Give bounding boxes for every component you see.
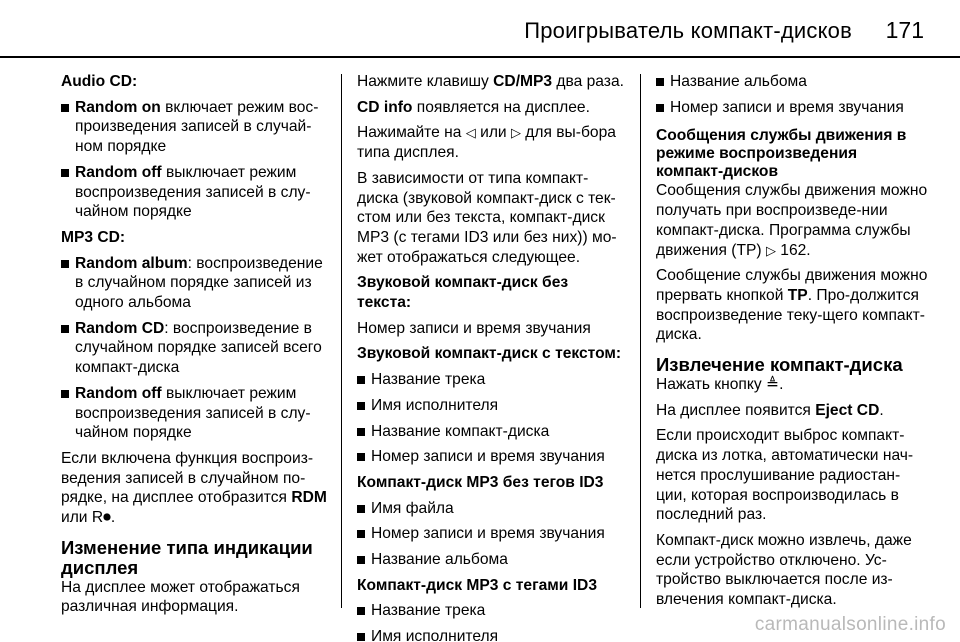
subheading: Компакт-диск MP3 без тегов ID3	[357, 473, 604, 491]
bullet-square-icon	[357, 530, 365, 538]
traffic-text: Сообщения службы движения можно получать при воспроизведе-нии компакт-диска. Программа службы движения (TP) ▷ 162.	[656, 182, 928, 259]
bullet-square-icon	[61, 325, 69, 333]
list-item: Имя файла	[357, 499, 625, 519]
list-item: Random off выключает режим воспроизведения записей в слу-чайном порядке	[61, 384, 329, 443]
list-item: Номер записи и время звучания	[656, 98, 928, 118]
column-1	[61, 72, 329, 623]
list-item: Название компакт-диска	[357, 422, 625, 442]
list-item: Название трека	[357, 370, 625, 390]
page-reference-icon: ▷	[765, 242, 776, 258]
list-item: Random off выключает режим воспроизведения записей в слу-чайном порядке	[61, 163, 329, 222]
section-heading-eject: Извлечение компакт-диска	[656, 354, 903, 376]
cdinfo-text: CD info появляется на дисплее.	[357, 98, 590, 116]
nav-instruction: Нажимайте на ◁ или ▷ для вы-бора типа дисплея.	[357, 124, 616, 162]
list-item: Номер записи и время звучания	[357, 447, 625, 467]
interrupt-text: Сообщение службы движения можно прервать кнопкой TP. Про-должится воспроизведение теку-щего компакт-диска.	[656, 267, 928, 344]
bullet-square-icon	[357, 505, 365, 513]
list-item: Random on включает режим вос-произведения записей в случай-ном порядке	[61, 98, 329, 157]
watermark: carmanualsonline.info	[754, 614, 946, 635]
eject-icon: ≜	[765, 376, 780, 394]
section-heading-display: Изменение типа индикации дисплея	[61, 536, 313, 578]
page-title: Проигрыватель компакт-дисков	[524, 18, 852, 43]
bullet-square-icon	[357, 453, 365, 461]
list-item: Название альбома	[357, 550, 625, 570]
random-note: Если включена функция воспроиз-ведения записей в случайном по-рядке, на дисплее отобразится RDM или R⏺.	[61, 449, 327, 527]
audio-cd-label: Audio CD:	[61, 73, 138, 90]
subheading: Компакт-диск MP3 с тегами ID3	[357, 576, 597, 594]
bullet-square-icon	[61, 390, 69, 398]
press-instruction: Нажмите клавишу CD/MP3 два раза.	[357, 73, 624, 90]
list-item: Имя исполнителя	[357, 627, 625, 642]
column-divider	[640, 74, 641, 608]
mp3-cd-label: MP3 CD:	[61, 228, 126, 246]
eject-off-text: Компакт-диск можно извлечь, даже если устройство отключено. Ус-тройство выключается после из-влечения компакт-диска.	[656, 531, 912, 609]
column-2	[357, 72, 625, 642]
subheading: Звуковой компакт-диск с текстом:	[357, 345, 622, 363]
eject-display: На дисплее появится Eject CD.	[656, 401, 884, 419]
bullet-square-icon	[357, 607, 365, 615]
sub1-text: Номер записи и время звучания	[357, 319, 591, 337]
bullet-square-icon	[61, 260, 69, 268]
bullet-square-icon	[61, 104, 69, 112]
page-number: 171	[885, 17, 924, 43]
arrow-left-icon: ◁	[465, 125, 476, 141]
list-item: Название трека	[357, 601, 625, 621]
bullet-square-icon	[656, 78, 664, 86]
bullet-square-icon	[357, 428, 365, 436]
section-heading-traffic: Сообщения службы движения в режиме воспроизведения компакт-дисков	[656, 127, 907, 181]
list-item: Random album: воспроизведение в случайном порядке записей из одного альбома	[61, 254, 329, 313]
list-item: Имя исполнителя	[357, 396, 625, 416]
bullet-square-icon	[357, 402, 365, 410]
column-divider	[341, 74, 342, 608]
bullet-square-icon	[61, 169, 69, 177]
bullet-square-icon	[357, 376, 365, 384]
header-rule	[0, 56, 960, 58]
eject-radio-text: Если происходит выброс компакт-диска из лотка, автоматически нач-нется прослушивание радиостан-ции, которая воспроизводилась в последний раз.	[656, 427, 914, 524]
bullet-square-icon	[656, 104, 664, 112]
arrow-right-icon: ▷	[510, 125, 521, 141]
display-text: На дисплее может отображаться различная информация.	[61, 578, 300, 616]
random-indicator-icon: R⏺	[91, 509, 111, 527]
list-item: Название альбома	[656, 72, 928, 92]
bullet-square-icon	[357, 633, 365, 641]
bullet-square-icon	[357, 556, 365, 564]
depends-text: В зависимости от типа компакт-диска (звуковой компакт-диск с тек-стом или без текста, компакт-диск MP3 (с тегами ID3 или без них)) мо-жет отображаться следующее.	[357, 169, 617, 266]
list-item: Номер записи и время звучания	[357, 524, 625, 544]
eject-press: Нажать кнопку ≜.	[656, 376, 784, 394]
subheading: Звуковой компакт-диск без текста:	[357, 274, 569, 312]
page-header	[0, 0, 960, 56]
list-item: Random CD: воспроизведение в случайном порядке записей всего компакт-диска	[61, 319, 329, 378]
column-3	[656, 72, 928, 616]
